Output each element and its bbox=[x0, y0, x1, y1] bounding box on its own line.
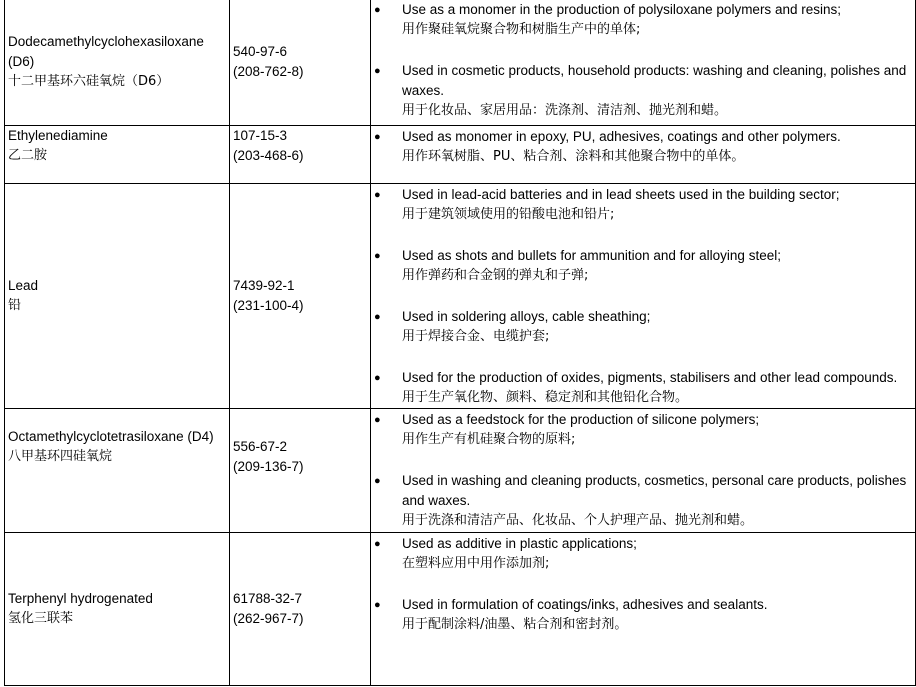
uses-list bbox=[371, 184, 915, 408]
use-item bbox=[371, 533, 915, 574]
bullet-icon: ● bbox=[374, 189, 381, 201]
use-item bbox=[371, 409, 915, 450]
use-item bbox=[371, 184, 915, 225]
use-item bbox=[371, 245, 915, 286]
substance-name-zh: 氢化三联苯 bbox=[8, 611, 74, 626]
table-row bbox=[5, 126, 916, 184]
table-row bbox=[5, 184, 916, 409]
uses-list bbox=[371, 533, 915, 635]
substance-name-zh: 乙二胺 bbox=[8, 148, 48, 163]
use-text-zh: 用作弹药和合金钢的弹丸和子弹; bbox=[402, 268, 589, 283]
substance-name-zh: 八甲基环四硅氧烷 bbox=[8, 449, 113, 464]
substance-table-body bbox=[5, 0, 916, 686]
cas-number: 61788-32-7 bbox=[233, 591, 303, 606]
substance-name-zh: 铅 bbox=[8, 298, 22, 313]
use-text-en: Used as a feedstock for the production of silicone polymers; bbox=[402, 412, 760, 427]
bullet-icon: ● bbox=[374, 311, 381, 323]
bullet-icon: ● bbox=[374, 250, 381, 262]
substance-name-cell bbox=[5, 533, 230, 686]
use-text-zh: 用作环氧树脂、PU、粘合剂、涂料和其他聚合物中的单体。 bbox=[402, 149, 745, 164]
bullet-icon: ● bbox=[374, 372, 381, 384]
use-text-zh: 用于生产氧化物、颜料、稳定剂和其他铅化合物。 bbox=[402, 390, 689, 405]
substance-name-cell bbox=[5, 126, 230, 184]
use-text-zh: 用作生产有机硅聚合物的原料; bbox=[402, 432, 576, 447]
substance-name-zh: 十二甲基环六硅氧烷（D6） bbox=[8, 74, 170, 89]
use-text-zh: 用于洗涤和清洁产品、化妆品、个人护理产品、抛光剂和蜡。 bbox=[402, 513, 754, 528]
use-text-zh: 用于焊接合金、电缆护套; bbox=[402, 329, 550, 344]
use-item bbox=[371, 126, 915, 167]
uses-list bbox=[371, 126, 915, 167]
use-item bbox=[371, 60, 915, 121]
cas-number: 540-97-6 bbox=[233, 44, 288, 59]
use-text-zh: 用于建筑领域使用的铅酸电池和铅片; bbox=[402, 207, 615, 222]
cas-ec-cell bbox=[230, 126, 371, 184]
use-text-en: Used in washing and cleaning products, cosmetics, personal care products, polishes and waxes. bbox=[402, 473, 907, 508]
use-item bbox=[371, 367, 915, 408]
cas-ec-cell bbox=[230, 0, 371, 126]
table-row bbox=[5, 409, 916, 533]
use-text-en: Used as additive in plastic applications; bbox=[402, 536, 637, 551]
use-text-en: Used in lead-acid batteries and in lead sheets used in the building sector; bbox=[402, 187, 840, 202]
uses-cell bbox=[371, 409, 916, 533]
substance-name-cell bbox=[5, 0, 230, 126]
ec-number: (209-136-7) bbox=[233, 459, 304, 474]
bullet-icon: ● bbox=[374, 475, 381, 487]
ec-number: (231-100-4) bbox=[233, 298, 304, 313]
use-text-en: Used as monomer in epoxy, PU, adhesives, coatings and other polymers. bbox=[402, 129, 841, 144]
uses-cell bbox=[371, 533, 916, 686]
use-item bbox=[371, 306, 915, 347]
uses-cell bbox=[371, 0, 916, 126]
use-item bbox=[371, 470, 915, 531]
uses-cell bbox=[371, 126, 916, 184]
use-text-zh: 用作聚硅氧烷聚合物和树脂生产中的单体; bbox=[402, 22, 641, 37]
substance-name-cell bbox=[5, 409, 230, 533]
use-item bbox=[371, 0, 915, 40]
use-text-zh: 用于化妆品、家居用品：洗涤剂、清洁剂、抛光剂和蜡。 bbox=[402, 103, 728, 118]
substance-name-cell bbox=[5, 184, 230, 409]
cas-ec-cell bbox=[230, 409, 371, 533]
use-text-en: Used in cosmetic products, household products: washing and cleaning, polishes and waxes. bbox=[402, 63, 907, 98]
bullet-icon: ● bbox=[374, 131, 381, 143]
uses-cell bbox=[371, 184, 916, 409]
substance-name-en: Terphenyl hydrogenated bbox=[8, 591, 153, 606]
bullet-icon: ● bbox=[374, 538, 381, 550]
uses-list bbox=[371, 409, 915, 531]
cas-number: 7439-92-1 bbox=[233, 278, 295, 293]
ec-number: (262-967-7) bbox=[233, 611, 304, 626]
cas-number: 556-67-2 bbox=[233, 439, 288, 454]
substance-name-en: Octamethylcyclotetrasiloxane (D4) bbox=[8, 429, 214, 444]
uses-list bbox=[371, 0, 915, 121]
use-item bbox=[371, 594, 915, 635]
bullet-icon: ● bbox=[374, 4, 381, 16]
use-text-zh: 用于配制涂料/油墨、粘合剂和密封剂。 bbox=[402, 617, 628, 632]
use-text-en: Used for the production of oxides, pigments, stabilisers and other lead compounds. bbox=[402, 370, 898, 385]
use-text-zh: 在塑料应用中用作添加剂; bbox=[402, 556, 550, 571]
table-row bbox=[5, 0, 916, 126]
bullet-icon: ● bbox=[374, 65, 381, 77]
use-text-en: Used in soldering alloys, cable sheathing; bbox=[402, 309, 651, 324]
cas-number: 107-15-3 bbox=[233, 128, 288, 143]
use-text-en: Used as shots and bullets for ammunition and for alloying steel; bbox=[402, 248, 781, 263]
use-text-en: Use as a monomer in the production of polysiloxane polymers and resins; bbox=[402, 2, 841, 17]
substance-name-en: Ethylenediamine bbox=[8, 128, 108, 143]
substance-table bbox=[4, 0, 916, 686]
ec-number: (203-468-6) bbox=[233, 148, 304, 163]
ec-number: (208-762-8) bbox=[233, 64, 304, 79]
bullet-icon: ● bbox=[374, 599, 381, 611]
cas-ec-cell bbox=[230, 184, 371, 409]
table-row bbox=[5, 533, 916, 686]
use-text-en: Used in formulation of coatings/inks, adhesives and sealants. bbox=[402, 597, 768, 612]
bullet-icon: ● bbox=[374, 414, 381, 426]
substance-name-en: Lead bbox=[8, 278, 39, 293]
cas-ec-cell bbox=[230, 533, 371, 686]
substance-name-en: Dodecamethylcyclohexasiloxane (D6) bbox=[8, 34, 204, 69]
